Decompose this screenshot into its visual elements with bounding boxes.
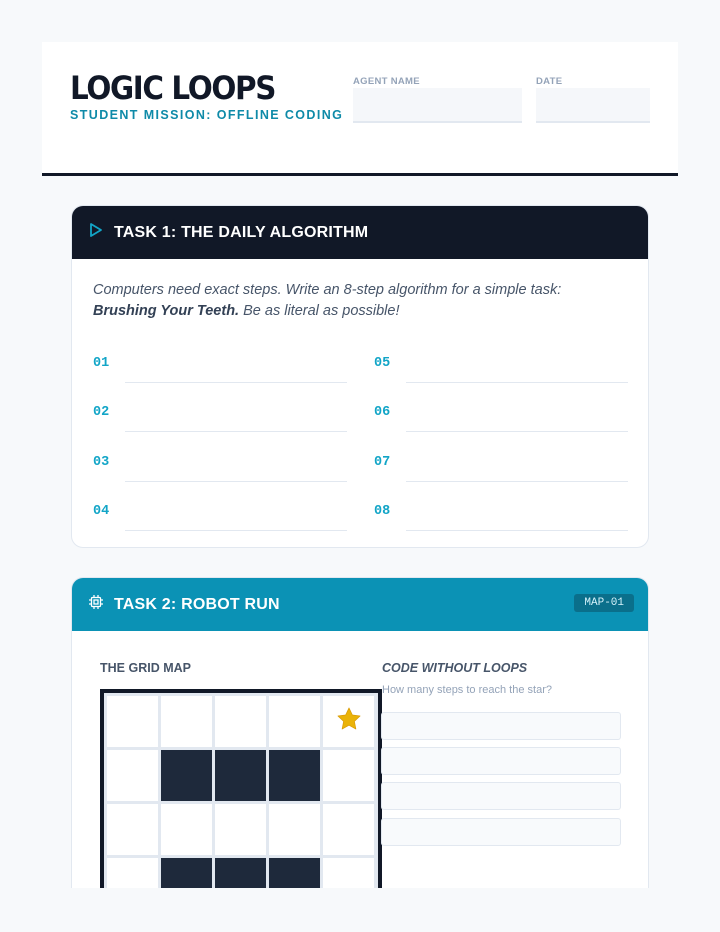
grid-cell [215, 696, 266, 747]
task1-instructions [93, 280, 613, 322]
code-input[interactable] [381, 712, 621, 740]
step-line [125, 481, 347, 482]
instruction-text: Computers need exact steps. Write an 8-step algorithm for a simple task: [93, 282, 562, 298]
grid-cell [107, 696, 158, 747]
header [42, 42, 678, 176]
step-number: 04 [93, 504, 110, 519]
code-hint: How many steps to reach the star? [382, 684, 552, 696]
instruction-emphasis: Brushing Your Teeth. [93, 303, 240, 319]
date-label: DATE [536, 76, 563, 87]
grid-cell [161, 696, 212, 747]
grid-cell [269, 804, 320, 855]
grid-wall [161, 750, 212, 801]
worksheet-page [42, 42, 678, 888]
step-row[interactable] [374, 492, 628, 532]
step-number: 06 [374, 405, 391, 420]
grid-wall [215, 750, 266, 801]
step-number: 07 [374, 455, 391, 470]
grid-cell [323, 804, 374, 855]
agent-name-label: AGENT NAME [353, 76, 420, 87]
grid-cell [323, 750, 374, 801]
task2-title: TASK 2: ROBOT RUN [114, 595, 280, 613]
grid-cell [215, 804, 266, 855]
chip-icon [88, 594, 104, 615]
grid-map [100, 689, 382, 888]
grid-cell [323, 858, 374, 888]
grid-wall [269, 858, 320, 888]
agent-name-field[interactable] [353, 88, 522, 123]
task2-card [71, 577, 649, 888]
step-line [406, 431, 628, 432]
grid-cell [161, 804, 212, 855]
grid-map-title: THE GRID MAP [100, 661, 191, 675]
task2-header [72, 578, 648, 631]
step-row[interactable] [93, 393, 347, 433]
step-line [406, 481, 628, 482]
step-number: 05 [374, 356, 391, 371]
grid-cell [107, 750, 158, 801]
task1-header [72, 206, 648, 259]
code-input[interactable] [381, 782, 621, 810]
step-line [125, 382, 347, 383]
step-line [125, 431, 347, 432]
grid-cell [323, 696, 374, 747]
page-title: LOGIC LOOPS [70, 69, 276, 107]
play-icon [88, 222, 104, 243]
date-field[interactable] [536, 88, 650, 123]
grid-wall [161, 858, 212, 888]
step-row[interactable] [93, 492, 347, 532]
step-row[interactable] [93, 344, 347, 384]
grid-cell [269, 696, 320, 747]
grid-cell [107, 804, 158, 855]
grid-cell [107, 858, 158, 888]
step-number: 08 [374, 504, 391, 519]
code-input[interactable] [381, 747, 621, 775]
step-row[interactable] [374, 344, 628, 384]
step-line [125, 530, 347, 531]
grid-wall [215, 858, 266, 888]
step-number: 01 [93, 356, 110, 371]
code-input[interactable] [381, 818, 621, 846]
step-row[interactable] [93, 443, 347, 483]
step-row[interactable] [374, 393, 628, 433]
page-subtitle: STUDENT MISSION: OFFLINE CODING [70, 108, 344, 122]
step-line [406, 382, 628, 383]
task1-title: TASK 1: THE DAILY ALGORITHM [114, 223, 369, 241]
code-title: CODE WITHOUT LOOPS [382, 661, 528, 675]
step-number: 02 [93, 405, 110, 420]
grid-wall [269, 750, 320, 801]
step-line [406, 530, 628, 531]
step-row[interactable] [374, 443, 628, 483]
instruction-tail: Be as literal as possible! [243, 303, 400, 319]
task1-card [71, 205, 649, 548]
step-number: 03 [93, 455, 110, 470]
map-badge: MAP-01 [574, 594, 634, 612]
star-icon [335, 705, 363, 738]
